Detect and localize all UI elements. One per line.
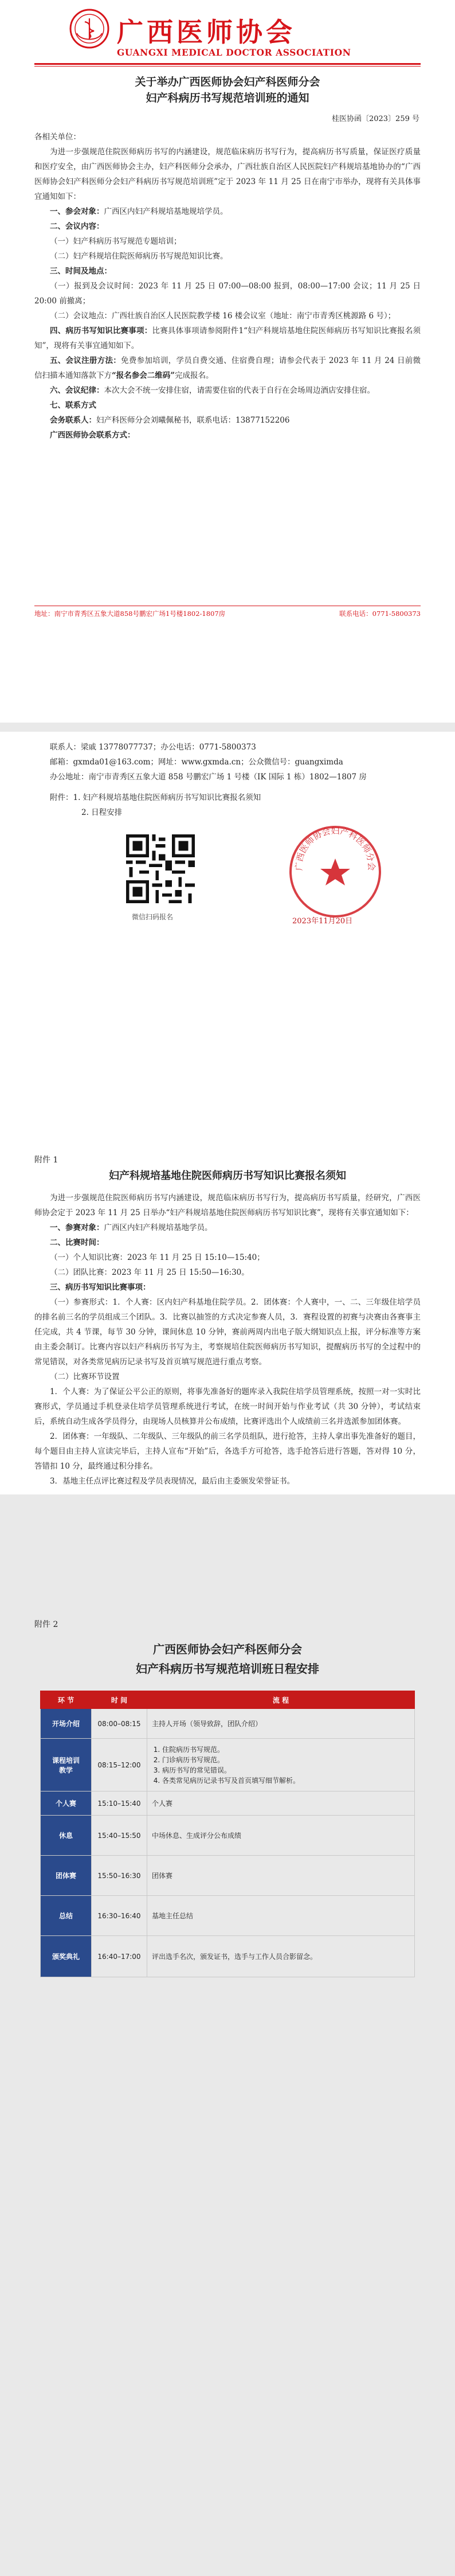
row-content: 评出选手名次，颁发证书，选手与工作人员合影留念。 xyxy=(147,1936,415,1977)
a1-section-3-item-c: 1．个人赛：为了保证公平公正的原则，将事先准备好的题库录入我院住培学员管理系统，按照一对一实时比赛形式，学员通过手机登录住培学员管理系统进行考试，在统一时间开始与作业考试（共 30 分钟），考试结束后，系统自动生成各学员得分，由现场人员核算并公布成绩，比赛评选出个人成绩前三名并选派参加团体赛。 xyxy=(34,1387,421,1426)
contact-line-3: 办公地址：南宁市青秀区五象大道 858 号鹏宏广场 1 号楼（IK 国际 1 栋）1802—1807 房 xyxy=(50,772,367,782)
a1-section-3-item-b: （二）比赛环节设置 xyxy=(50,1372,120,1381)
table-row xyxy=(41,1709,415,1739)
section-7-contact xyxy=(34,413,421,428)
list-item: 3. 病历书写的常见错误。 xyxy=(162,1765,410,1775)
row-section: 个人赛 xyxy=(41,1792,92,1816)
row-time: 15:10–15:40 xyxy=(92,1792,147,1816)
row-content: 基地主任总结 xyxy=(147,1896,415,1936)
row-time: 15:50–16:30 xyxy=(92,1856,147,1896)
page-1 xyxy=(0,0,455,723)
attachment-1-intro: 为进一步强规范住院医师病历书写内涵建设，规范临床病历书写行为，提高病历书写质量，经研究，广西医师协会定于 2023 年 11 月 25 日举办“妇产科规培基地住院医师病历书写知识比赛”，现将有关事宜通知如下： xyxy=(34,1193,421,1217)
section-7-org: 广西医师协会联系方式： xyxy=(50,431,135,440)
attachment-1-label: 附件 1 xyxy=(34,1156,58,1165)
section-5-heading: 五、会议注册方法： xyxy=(50,356,121,365)
letterhead-footer xyxy=(34,609,421,618)
contact-label: 会务联系人： xyxy=(50,416,96,425)
row-time: 08:00–08:15 xyxy=(92,1709,147,1739)
a1-section-2-item-a: （一）个人知识比赛：2023 年 11 月 25 日 15:10—15:40； xyxy=(50,1253,265,1262)
table-row xyxy=(41,1739,415,1792)
row-time: 16:40–17:00 xyxy=(92,1936,147,1977)
attachment-1: 1. 妇产科规培基地住院医师病历书写知识比赛报名须知 xyxy=(73,793,261,802)
attachment-list xyxy=(34,790,421,805)
org-name-cn: 广西医师协会 xyxy=(117,17,296,48)
attachment-label: 附件： xyxy=(50,793,73,802)
section-1-heading: 一、参会对象： xyxy=(50,207,104,216)
row-section: 颁奖典礼 xyxy=(41,1936,92,1977)
a1-section-1-heading: 一、参赛对象： xyxy=(50,1223,104,1232)
a1-section-1 xyxy=(34,1220,421,1235)
row-section: 团体赛 xyxy=(41,1856,92,1896)
contact-block xyxy=(34,740,421,820)
section-6-text: 本次大会不统一安排住宿，请需要住宿的代表于自行在会场周边酒店安排住宿。 xyxy=(104,386,375,395)
section-4-heading: 四、病历书写知识比赛事项： xyxy=(50,326,152,335)
list-item: 2. 门诊病历书写规范。 xyxy=(162,1755,410,1765)
footer-address: 地址：南宁市青秀区五象大道858号鹏宏广场1号楼1802-1807房 xyxy=(34,610,226,618)
table-row xyxy=(41,1936,415,1977)
notice-title-line2: 妇产科病历书写规范培训班的通知 xyxy=(146,92,309,104)
a1-section-3-item-d: 2．团体赛：一年级队、二年级队、三年级队的前三名学员组队，进行抢答，主持人拿出事先准备好的题目，每个题目由主持人宣读完毕后，主持人宣布“开始”后，各选手方可抢答，选手抢答后进行答题，答对得 10 分，答错扣 10 分，最终通过积分排名。 xyxy=(34,1432,421,1471)
row-content: 团体赛 xyxy=(147,1856,415,1896)
schedule-title-line2: 妇产科病历书写规范培训班日程安排 xyxy=(136,1662,319,1676)
section-4-text: 比赛具体事项请参阅附件1“妇产科规培基地住院医师病历书写知识比赛报名须知”，现将有关事宜通知如下。 xyxy=(34,326,421,350)
row-section: 开场介绍 xyxy=(41,1709,92,1739)
section-6-heading: 六、会议纪律： xyxy=(50,386,104,395)
contact-line-2: 邮箱：gxmda01@163.com；网址：www.gxmda.cn；公众微信号：guangximda xyxy=(50,758,343,767)
row-section: 休息 xyxy=(41,1816,92,1856)
section-2-item-a: （一）妇产科病历书写规范专题培训； xyxy=(50,237,182,246)
association-logo xyxy=(69,8,110,49)
attachment-2-label: 附件 2 xyxy=(34,1620,58,1629)
document-number: 桂医协函〔2023〕259 号 xyxy=(331,115,419,123)
contact-line-1: 联系人：梁戚 13778077737；办公电话：0771-5800373 xyxy=(50,743,256,752)
contact-text: 妇产科医师分会刘曦佩秘书，联系电话：13877152206 xyxy=(96,416,290,425)
a1-section-3-item-a: （一）参赛形式：1．个人赛：区内妇产科基地住院学员。2．团体赛：个人赛中，一、二、三年级住培学员的排名前三名的学员组成三个团队。3．比赛以抽签的方式决定参赛人员，3．赛程设置的初赛与决赛由各赛事主任完成，共 4 节课，每节 30 分钟，课间休息 10 分钟，赛前两周内出电子版大纲知识点上报，评分标准等方案由主委会制订。比赛内容以妇产科病历书写为主，考察规培住院医师病历书写知识，提醒病历书写的全过程中的常见错误，对各类常见病历记录书写及首页填写规范进行重点考察。 xyxy=(34,1298,421,1367)
row-time: 08:15–12:00 xyxy=(92,1739,147,1792)
section-5 xyxy=(34,353,421,383)
col-time: 时 间 xyxy=(92,1691,147,1709)
svg-text:广西医师协会妇产科医师分会: 广西医师协会妇产科医师分会 xyxy=(293,825,377,871)
section-5-text-a: 免费参加培训，学员自费交通、住宿费自理；请参会代表于 2023 年 11 月 24 日前微信扫描本通知落款下方 xyxy=(34,356,421,380)
section-1-text: 广西区内妇产科规培基地规培学员。 xyxy=(104,207,228,216)
row-content: 主持人开场（领导致辞，团队介绍） xyxy=(147,1709,415,1739)
attachment-1-body xyxy=(34,1191,421,1489)
row-content xyxy=(147,1739,415,1792)
attachment-2: 2. 日程安排 xyxy=(81,808,123,817)
schedule-table xyxy=(40,1691,415,1977)
table-row xyxy=(41,1896,415,1936)
col-section: 环 节 xyxy=(41,1691,92,1709)
notice-body xyxy=(34,130,421,443)
schedule-header-row xyxy=(41,1691,415,1709)
table-row xyxy=(41,1792,415,1816)
section-6 xyxy=(34,383,421,398)
section-1 xyxy=(34,204,421,219)
col-content: 流 程 xyxy=(147,1691,415,1709)
attachment-1-title: 妇产科规培基地住院医师病历书写知识比赛报名须知 xyxy=(109,1170,346,1182)
row-content: 中场休息、生成评分公布成绩 xyxy=(147,1816,415,1856)
org-name-en: GUANGXI MEDICAL DOCTOR ASSOCIATION xyxy=(117,47,351,58)
table-row xyxy=(41,1816,415,1856)
letterhead-rule xyxy=(34,63,421,65)
section-3-heading: 三、时间及地点： xyxy=(50,267,112,276)
salutation: 各相关单位： xyxy=(34,132,81,142)
row-time: 16:30–16:40 xyxy=(92,1896,147,1936)
list-item: 4. 各类常见病历记录书写及首页填写细节解析。 xyxy=(162,1775,410,1786)
row-section: 课程培训 教学 xyxy=(41,1739,92,1792)
section-3-item-a: （一）报到及会议时间：2023 年 11 月 25 日 07:00—08:00 报到，08:00—17:00 会议；11 月 25 日 20:00 前撤离； xyxy=(34,282,421,306)
row-section: 总结 xyxy=(41,1896,92,1936)
notice-title-line1: 关于举办广西医师协会妇产科医师分会 xyxy=(135,76,320,88)
footer-phone: 联系电话：0771-5800373 xyxy=(339,610,421,618)
intro-paragraph: 为进一步强规范住院医师病历书写的内涵建设，规范临床病历书写行为，提高病历书写质量，保证医疗质量和医疗安全，由广西医师协会主办，妇产科医师分会承办，广西壮族自治区人民医院妇产科规培基地协办的“广西医师协会妇产科医师分会妇产科病历书写规范培训班”定于 2023 年 11 月 25 日在南宁市举办，现将有关具体事宜通知如下： xyxy=(34,147,421,201)
registration-qr-code[interactable] xyxy=(126,834,195,903)
table-row xyxy=(41,1856,415,1896)
section-4 xyxy=(34,323,421,353)
list-item: 1. 住院病历书写规范。 xyxy=(162,1744,410,1755)
section-2-item-b: （二）妇产科规培住院医师病历书写规范知识比赛。 xyxy=(50,252,228,261)
official-seal xyxy=(287,823,384,920)
row-time: 15:40–15:50 xyxy=(92,1816,147,1856)
a1-section-3-item-e: 3．基地主任点评比赛过程及学员表现情况，最后由主委颁发荣誉证书。 xyxy=(50,1477,295,1486)
letterhead-rule-thin xyxy=(34,66,421,67)
qr-caption: 微信扫码报名 xyxy=(132,913,174,921)
register-qr-label: “报名参会二维码” xyxy=(112,371,175,380)
a1-section-2-heading: 二、比赛时间： xyxy=(50,1238,104,1247)
section-3-item-b: （二）会议地点：广西壮族自治区人民医院教学楼 16 楼会议室（地址：南宁市青秀区桃源路 6 号）； xyxy=(50,311,396,321)
row-content: 个人赛 xyxy=(147,1792,415,1816)
section-5-text-b: 完成报名。 xyxy=(175,371,214,380)
section-7-heading: 七、联系方式 xyxy=(50,401,96,410)
a1-section-3-heading: 三、病历书写知识比赛事项： xyxy=(50,1283,151,1292)
a1-section-1-text: 广西区内妇产科规培基地学员。 xyxy=(104,1223,213,1232)
section-2-heading: 二、会议内容： xyxy=(50,222,104,231)
seal-date: 2023年11月20日 xyxy=(292,917,353,926)
a1-section-2-item-b: （二）团队比赛：2023 年 11 月 25 日 15:50—16:30。 xyxy=(50,1268,249,1277)
schedule-title-line1: 广西医师协会妇产科医师分会 xyxy=(153,1642,302,1656)
